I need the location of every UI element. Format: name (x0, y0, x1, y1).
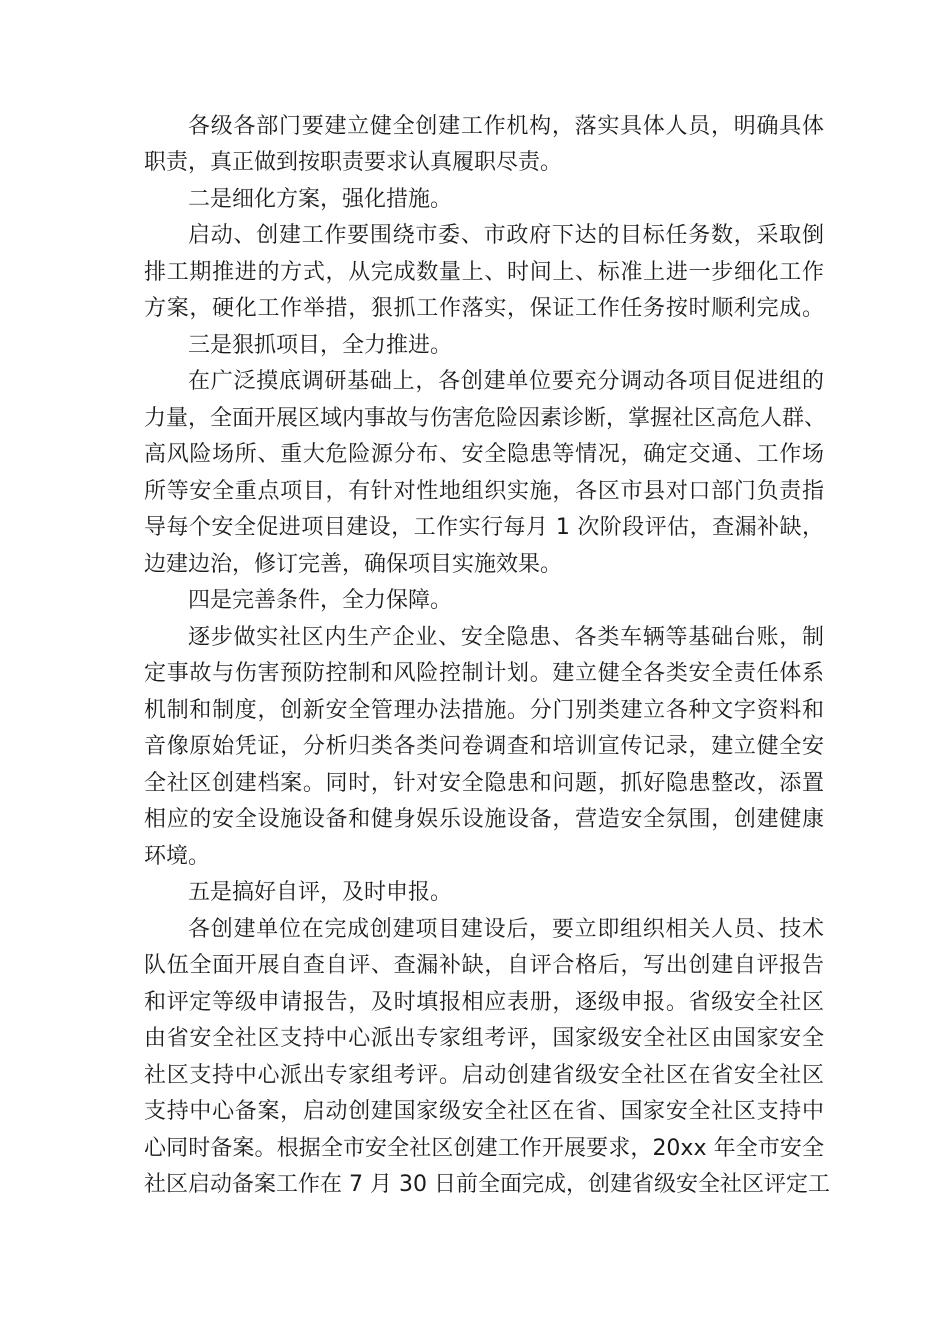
paragraph-line: 队伍全面开展自查自评、查漏补缺，自评合格后，写出创建自评报告 (144, 953, 824, 978)
paragraph-line: 排工期推进的方式，从完成数量上、时间上、标准上进一步细化工作 (144, 260, 824, 285)
paragraph-line: 和评定等级申请报告，及时填报相应表册，逐级申报。省级安全社区 (144, 990, 824, 1015)
section-heading: 五是搞好自评，及时申报。 (188, 880, 453, 905)
paragraph-line: 逐步做实社区内生产企业、安全隐患、各类车辆等基础台账，制 (188, 625, 824, 650)
paragraph-line: 各级各部门要建立健全创建工作机构，落实具体人员，明确具体 (188, 114, 824, 139)
paragraph-line: 社区支持中心派出专家组考评。启动创建省级安全社区在省安全社区 (144, 1063, 824, 1088)
paragraph-line: 音像原始凭证，分析归类各类问卷调查和培训宣传记录，建立健全安 (144, 734, 824, 759)
paragraph-line: 边建边治，修订完善，确保项目实施效果。 (144, 552, 563, 577)
section-heading: 四是完善条件，全力保障。 (188, 588, 453, 613)
paragraph-line: 机制和制度，创新安全管理办法措施。分门别类建立各种文字资料和 (144, 698, 824, 723)
paragraph-line: 职责，真正做到按职责要求认真履职尽责。 (144, 150, 563, 175)
paragraph-line: 导每个安全促进项目建设，工作实行每月 1 次阶段评估，查漏补缺， (144, 515, 824, 540)
paragraph-line: 心同时备案。根据全市安全社区创建工作开展要求，20xx 年全市安全 (144, 1136, 824, 1161)
paragraph-line: 各创建单位在完成创建项目建设后，要立即组织相关人员、技术 (188, 917, 824, 942)
paragraph-line: 力量，全面开展区域内事故与伤害危险因素诊断，掌握社区高危人群、 (144, 406, 827, 431)
paragraph-line: 所等安全重点项目，有针对性地组织实施，各区市县对口部门负责指 (144, 479, 824, 504)
paragraph-line: 启动、创建工作要围绕市委、市政府下达的目标任务数，采取倒 (188, 223, 824, 248)
paragraph-line: 高风险场所、重大危险源分布、安全隐患等情况，确定交通、工作场 (144, 442, 824, 467)
paragraph-line: 由省安全社区支持中心派出专家组考评，国家级安全社区由国家安全 (144, 1026, 824, 1051)
paragraph-line: 方案，硬化工作举措，狠抓工作落实，保证工作任务按时顺利完成。 (144, 296, 824, 321)
paragraph-line: 相应的安全设施设备和健身娱乐设施设备，营造安全氛围，创建健康 (144, 807, 824, 832)
section-heading: 二是细化方案，强化措施。 (188, 187, 453, 212)
section-heading: 三是狠抓项目，全力推进。 (188, 333, 453, 358)
paragraph-line: 环境。 (144, 844, 211, 869)
paragraph-line: 在广泛摸底调研基础上，各创建单位要充分调动各项目促进组的 (188, 369, 824, 394)
paragraph-line: 全社区创建档案。同时，针对安全隐患和问题，抓好隐患整改，添置 (144, 771, 824, 796)
paragraph-line: 定事故与伤害预防控制和风险控制计划。建立健全各类安全责任体系 (144, 661, 824, 686)
paragraph-line: 支持中心备案，启动创建国家级安全社区在省、国家安全社区支持中 (144, 1099, 824, 1124)
paragraph-line: 社区启动备案工作在 7 月 30 日前全面完成，创建省级安全社区评定工 (144, 1172, 830, 1197)
